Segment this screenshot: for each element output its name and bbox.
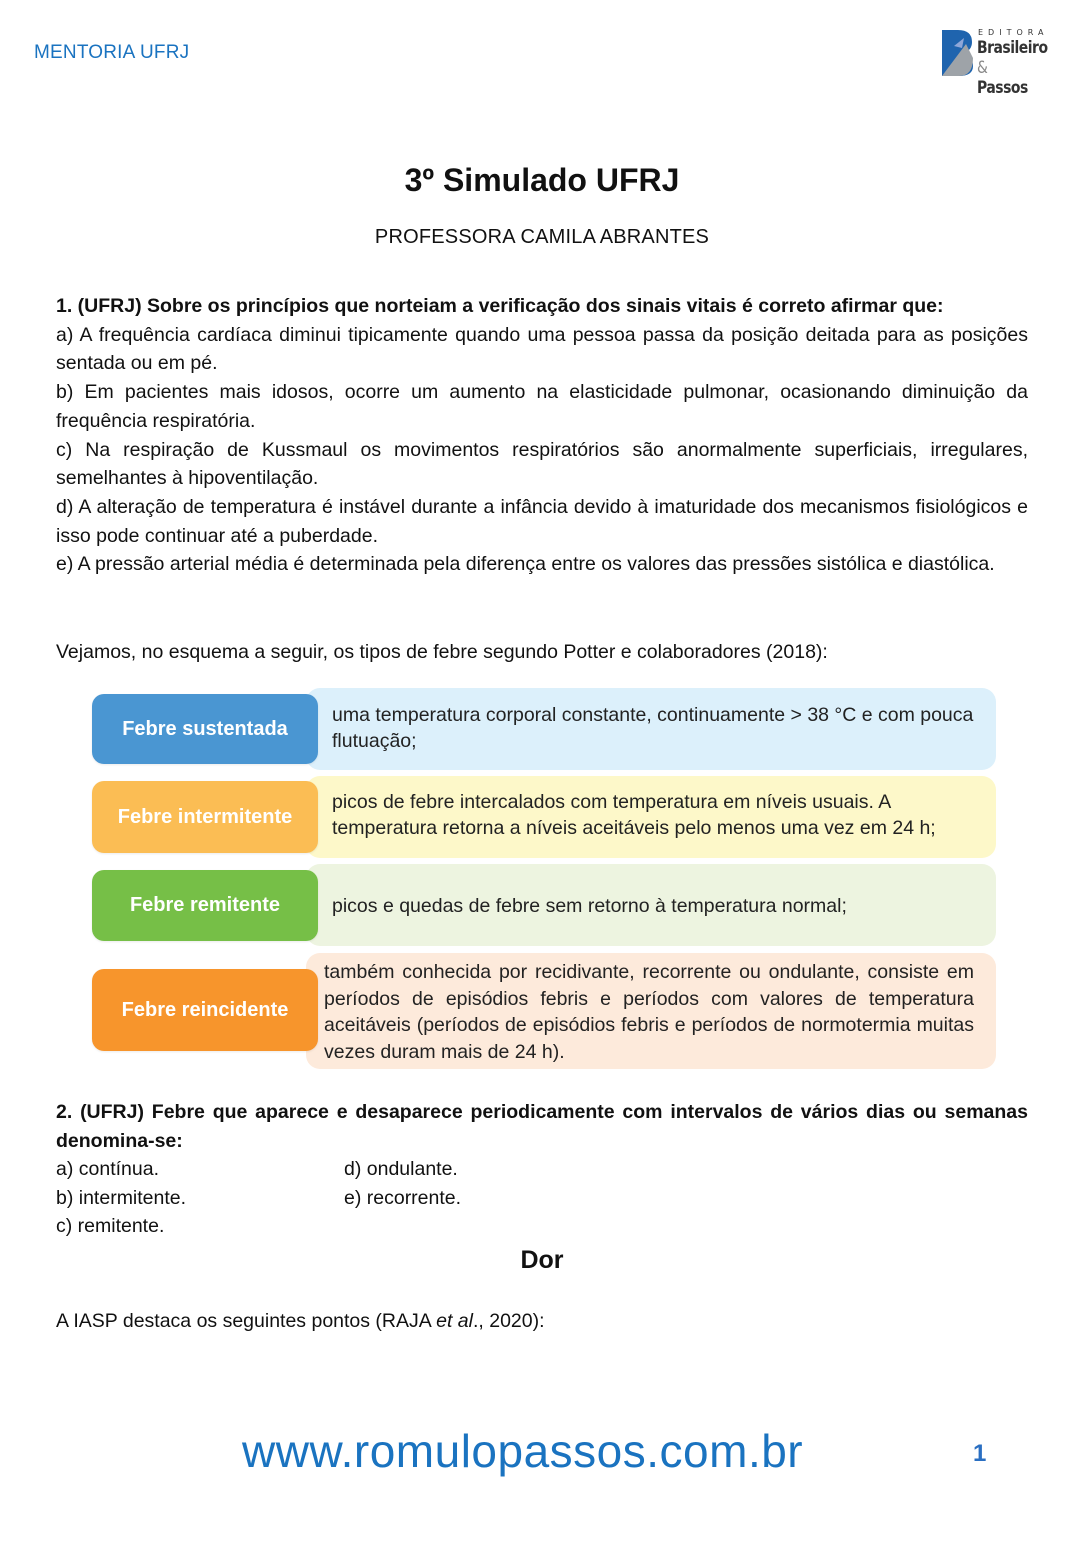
- iasp-text-before: A IASP destaca os seguintes pontos (RAJA: [56, 1310, 437, 1332]
- question-2-option-e: e) recorrente.: [344, 1186, 462, 1209]
- fever-types-diagram: [92, 688, 996, 1073]
- question-2-option-a: a) contínua.: [56, 1158, 159, 1180]
- fever-description-reincidente: também conhecida por recidivante, recorrente ou ondulante, consiste em períodos de episódios febris e períodos com valores de temperatura aceitáveis (períodos de episódios febris e períodos de normotermia muitas vezes duram mais de 24 h).: [324, 961, 974, 1063]
- header-mentoria-label: MENTORIA UFRJ: [34, 42, 190, 63]
- question-1-option-c: c) Na respiração de Kussmaul os movimentos respiratórios são anormalmente superficiais, irregulares, semelhantes à hipoventilação.: [56, 438, 1028, 490]
- iasp-paragraph: [56, 1310, 545, 1333]
- iasp-text-after: ., 2020):: [472, 1310, 545, 1332]
- logo-brasileiro-text: Brasileiro: [977, 38, 1048, 58]
- footer-website-link[interactable]: www.romulopassos.com.br: [242, 1425, 804, 1477]
- page-number: 1: [973, 1440, 987, 1467]
- fever-row-sustentada: [92, 688, 996, 770]
- fever-description-remitente: picos e quedas de febre sem retorno à temperatura normal;: [332, 895, 847, 917]
- iasp-text-italic: et al: [436, 1310, 473, 1332]
- question-2-option-c: c) remitente.: [56, 1215, 165, 1238]
- fever-label-reincidente: Febre reincidente: [92, 969, 318, 1051]
- question-1: [56, 292, 1028, 579]
- fever-intro-text: Vejamos, no esquema a seguir, os tipos de febre segundo Potter e colaboradores (2018):: [56, 641, 828, 663]
- question-2-option-b: b) intermitente.: [56, 1186, 187, 1209]
- question-2-heading: 2. (UFRJ) Febre que aparece e desaparece periodicamente com intervalos de vários dias ou semanas denomina-se:: [56, 1101, 1028, 1152]
- section-title-dor: Dor: [520, 1246, 564, 1274]
- fever-row-remitente: [92, 864, 996, 946]
- logo-passos-line: [977, 58, 1037, 98]
- question-1-heading: 1. (UFRJ) Sobre os princípios que norteiam a verificação dos sinais vitais é correto afirmar que:: [56, 295, 944, 317]
- question-2-options: [56, 1155, 756, 1241]
- question-1-option-a: a) A frequência cardíaca diminui tipicamente quando uma pessoa passa da posição deitada para as posições sentada ou em pé.: [56, 323, 1028, 375]
- fever-row-intermitente: [92, 776, 996, 858]
- logo-editora-text: EDITORA: [978, 28, 1049, 37]
- question-1-option-b: b) Em pacientes mais idosos, ocorre um aumento na elasticidade pulmonar, ocasionando diminuição da frequência respiratória.: [56, 381, 1028, 432]
- question-1-option-d: d) A alteração de temperatura é instável durante a infância devido à imaturidade dos mecanismos fisiológicos e isso pode continuar até a puberdade.: [56, 495, 1028, 547]
- fever-label-intermitente: Febre intermitente: [92, 781, 318, 853]
- fever-row-reincidente: [92, 953, 996, 1069]
- logo-ampersand: &: [977, 58, 988, 78]
- document-subtitle: PROFESSORA CAMILA ABRANTES: [374, 226, 710, 248]
- question-2-option-d: d) ondulante.: [344, 1158, 458, 1180]
- publisher-logo: [940, 28, 1050, 98]
- question-1-option-e: e) A pressão arterial média é determinada pela diferença entre os valores das pressões sistólica e diastólica.: [56, 553, 995, 576]
- fever-label-remitente: Febre remitente: [92, 870, 318, 941]
- fever-description-intermitente: picos de febre intercalados com temperatura em níveis usuais. A temperatura retorna a níveis aceitáveis pelo menos uma vez em 24 h;: [332, 791, 936, 839]
- logo-b-mark-icon: [940, 28, 974, 78]
- fever-description-sustentada: uma temperatura corporal constante, continuamente > 38 °C e com pouca flutuação;: [332, 704, 974, 752]
- logo-passos-text: Passos: [977, 78, 1028, 98]
- document-title: 3º Simulado UFRJ: [404, 162, 680, 198]
- fever-label-sustentada: Febre sustentada: [92, 694, 318, 764]
